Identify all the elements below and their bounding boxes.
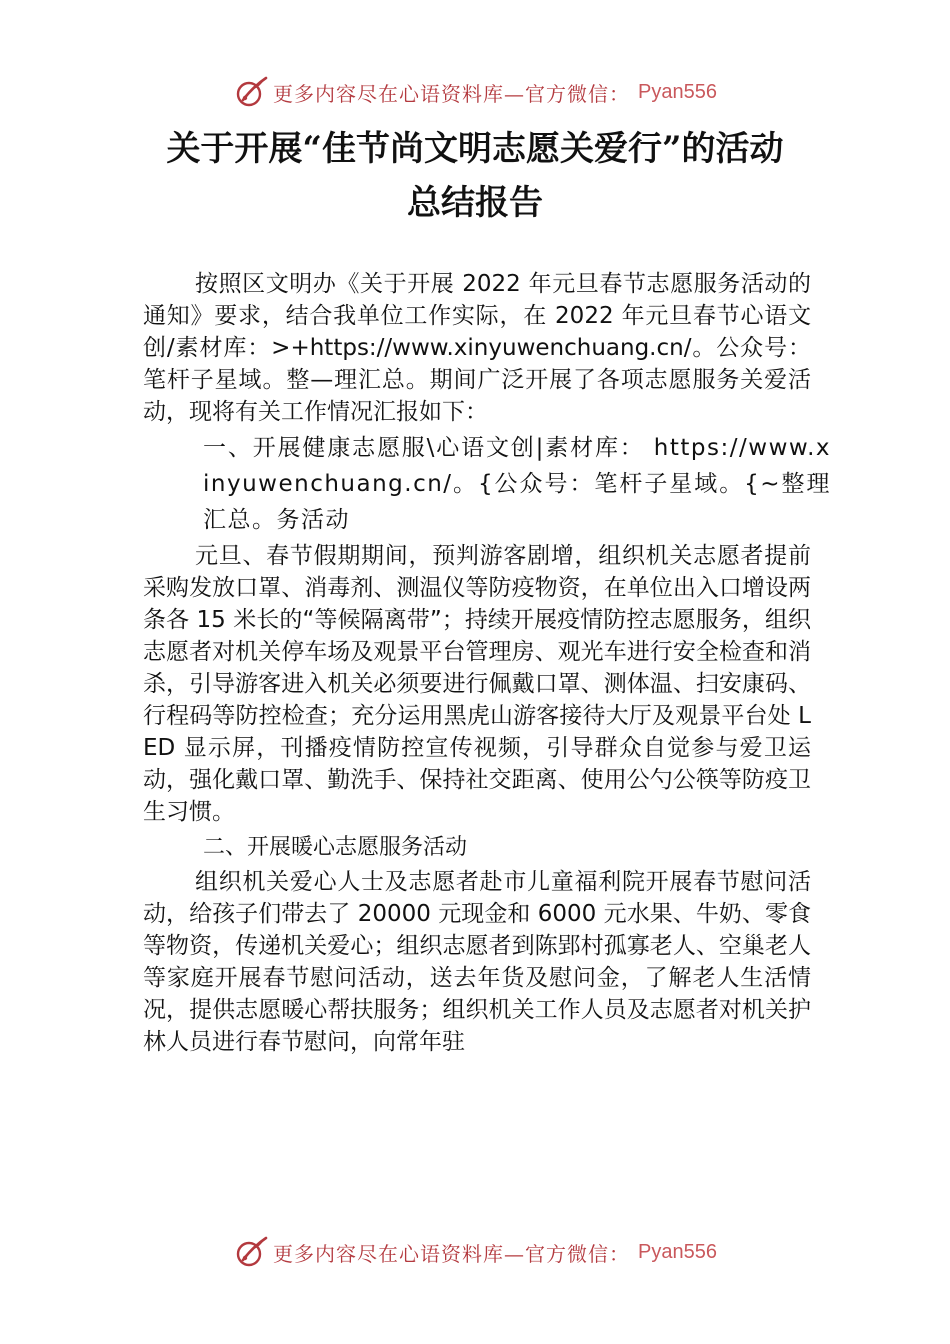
section-1-heading: 一、开展健康志愿服\心语文创|素材库： https://www.xinyuwenchuang.cn/。{公众号：笔杆子星域。{~整理汇总。务活动 [203, 435, 831, 533]
title-line-1: 关于开展“佳节尚文明志愿关爱行”的活动 [166, 129, 784, 169]
header-banner [0, 72, 950, 112]
section-2-heading: 二、开展暖心志愿服务活动 [203, 835, 468, 860]
section-2-body: 组织机关爱心人士及志愿者赴市儿童福利院开展春节慰问活动，给孩子们带去了 20000 元现金和 6000 元水果、牛奶、零食等物资，传递机关爱心；组织志愿者到陈郢村孤寡老人、空巢老人等家庭开展春节慰问活动，送去年货及慰问金，了解老人生活情况，提供志愿暖心帮扶服务；组织机关工作人员及志愿者对机关护林人员进行春节慰问，向常年驻 [143, 869, 811, 1055]
banner-wechat-handle: Pyan556 [638, 1240, 717, 1263]
title-line-2: 总结报告 [407, 183, 543, 223]
quill-swirl-logo-icon [233, 74, 269, 110]
banner-wechat-handle: Pyan556 [638, 80, 717, 103]
intro-paragraph: 按照区文明办《关于开展 2022 年元旦春节志愿服务活动的通知》要求，结合我单位工作实际，在 2022 年元旦春节心语文创/素材库：>+https://www.xinyuwenchuang.cn/。公众号：笔杆子星域。整—理汇总。期间广泛开展了各项志愿服务关爱活动，现将有关工作情况汇报如下： [143, 271, 811, 425]
page-title [130, 122, 820, 230]
footer-banner [0, 1232, 950, 1272]
quill-swirl-logo-icon [233, 1234, 269, 1270]
banner-text: 更多内容尽在心语资料库—官方微信： [273, 1241, 631, 1266]
section-1-body: 元旦、春节假期期间，预判游客剧增，组织机关志愿者提前采购发放口罩、消毒剂、测温仪等防疫物资，在单位出入口增设两条各 15 米长的“等候隔离带”；持续开展疫情防控志愿服务，组织志愿者对机关停车场及观景平台管理房、观光车进行安全检查和消杀，引导游客进入机关必须要进行佩戴口罩、测体温、扫安康码、行程码等防控检查；充分运用黑虎山游客接待大厅及观景平台处 LED 显示屏，刊播疫情防控宣传视频，引导群众自觉参与爱卫运动，强化戴口罩、勤洗手、保持社交距离、使用公勺公筷等防疫卫生习惯。 [143, 543, 811, 825]
banner-text: 更多内容尽在心语资料库—官方微信： [273, 81, 631, 106]
document-body [143, 268, 831, 1058]
